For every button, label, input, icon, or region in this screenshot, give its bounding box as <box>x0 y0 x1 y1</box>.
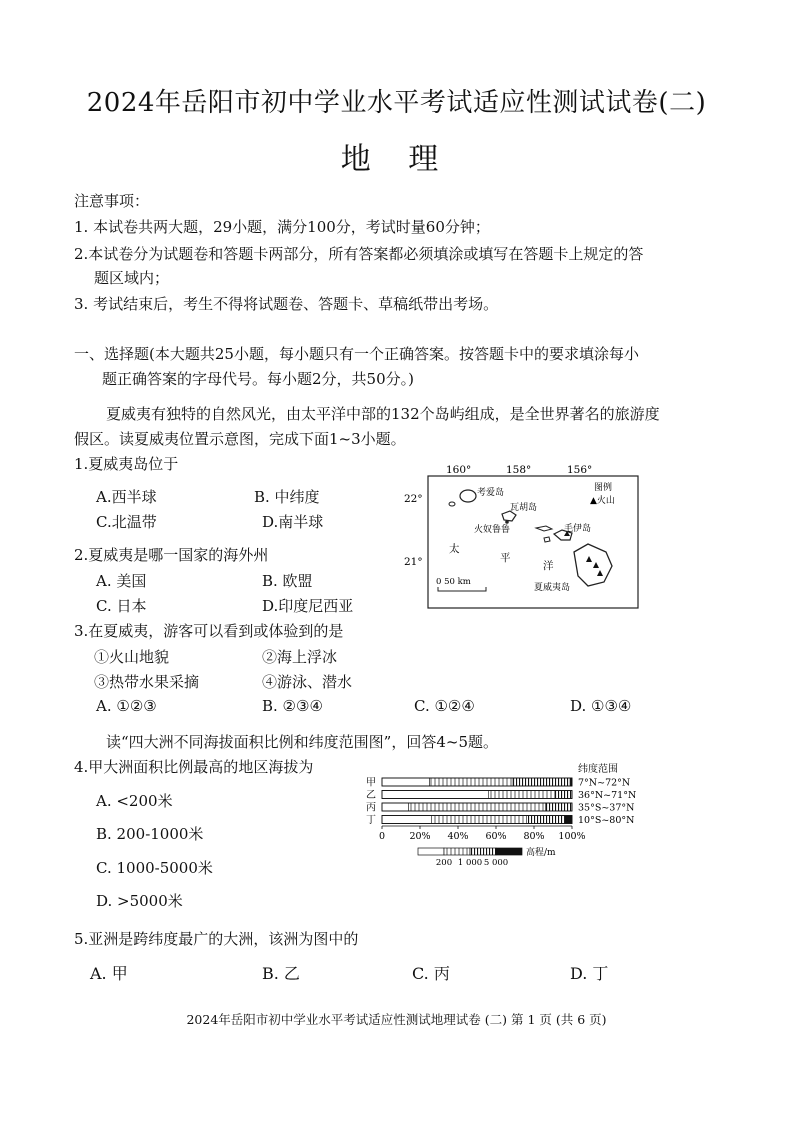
category-label: 乙 <box>366 790 376 801</box>
q3-item-1: ①火山地貌 <box>94 648 170 666</box>
elevation-bar-segment <box>409 803 546 811</box>
volcano-icon-2 <box>593 562 599 568</box>
latitude-21: 21° <box>404 556 423 568</box>
q2-option-d: D.印度尼西亚 <box>262 597 354 615</box>
hawaii-location-map <box>404 462 642 612</box>
q2-option-b: B. 欧盟 <box>262 572 313 590</box>
notice-item-2-cont: 题区域内； <box>94 269 170 287</box>
legend-swatch <box>418 848 444 855</box>
elevation-bar-segment <box>431 816 526 824</box>
elevation-bar-segment <box>564 816 572 824</box>
legend-swatch <box>470 848 496 855</box>
q5-option-c: C. 丙 <box>412 964 450 983</box>
elevation-bar-segment <box>555 791 572 799</box>
notice-heading: 注意事项： <box>74 192 150 210</box>
category-label: 丙 <box>366 802 376 814</box>
label-kauai: 考爱岛 <box>477 488 505 498</box>
label-oahu: 瓦胡岛 <box>510 503 538 513</box>
elevation-bar-segment <box>382 778 430 786</box>
q4-option-a: A. <200米 <box>96 792 173 810</box>
latitude-range-label: 35°S~37°N <box>578 802 635 814</box>
q3-item-4: ④游泳、潜水 <box>262 673 353 691</box>
longitude-160: 160° <box>446 464 472 476</box>
question-5-stem: 5.亚洲是跨纬度最广的大洲，该洲为图中的 <box>74 930 359 948</box>
molokai-island <box>536 526 552 531</box>
x-tick-label: 0 <box>378 831 386 842</box>
scale-bar <box>438 587 486 591</box>
question-3-stem: 3.在夏威夷，游客可以看到或体验到的是 <box>74 622 344 640</box>
question-4-stem: 4.甲大洲面积比例最高的地区海拔为 <box>74 758 314 776</box>
section-heading-cont: 题正确答案的字母代号。每小题2分，共50分。) <box>102 370 414 388</box>
question-2-stem: 2.夏威夷是哪一国家的海外州 <box>74 546 269 564</box>
label-maui: 毛伊岛 <box>564 524 592 534</box>
paper-title: 2024年岳阳市初中学业水平考试适应性测试试卷(二) <box>86 88 707 118</box>
latitude-22: 22° <box>404 493 423 505</box>
subject-title: 地 理 <box>340 142 453 177</box>
notice-item-1: 1. 本试卷共两大题，29小题，满分100分，考试时量60分钟； <box>74 218 490 236</box>
q4-option-d: D. >5000米 <box>96 892 183 910</box>
category-label: 丁 <box>366 815 376 826</box>
q1-option-b: B. 中纬度 <box>254 488 320 506</box>
q3-option-d: D. ①③④ <box>570 697 632 715</box>
q4-option-c: C. 1000-5000米 <box>96 859 213 877</box>
scale-label: 0 50 km <box>436 577 471 587</box>
notice-item-3: 3. 考试结束后，考生不得将试题卷、答题卡、草稿纸带出考场。 <box>74 295 499 313</box>
q2-option-c: C. 日本 <box>96 597 147 615</box>
lanai-island <box>544 537 550 542</box>
legend-volcano: ▲火山 <box>590 496 615 506</box>
q3-option-c: C. ①②④ <box>414 697 475 715</box>
q4-option-b: B. 200-1000米 <box>96 825 204 843</box>
latitude-range-header: 纬度范围 <box>578 764 618 775</box>
label-hawaii-island: 夏威夷岛 <box>534 583 571 593</box>
elevation-bar-segment <box>488 791 555 799</box>
category-label: 甲 <box>366 777 376 789</box>
latitude-range-label: 7°N~72°N <box>578 777 631 789</box>
ocean-char-1: 太 <box>449 543 460 555</box>
x-tick-label: 40% <box>447 831 469 842</box>
q1-option-a: A.西半球 <box>96 488 157 506</box>
elevation-bar-segment <box>382 816 431 824</box>
ocean-char-3: 洋 <box>543 560 554 572</box>
longitude-158: 158° <box>506 464 532 476</box>
legend-swatch <box>444 848 470 855</box>
q5-option-d: D. 丁 <box>570 964 609 983</box>
ocean-char-2: 平 <box>500 552 511 564</box>
legend-tick-label: 5 000 <box>483 858 509 868</box>
elevation-bar-segment <box>526 816 564 824</box>
longitude-156: 156° <box>567 464 593 476</box>
q5-option-b: B. 乙 <box>262 964 300 983</box>
q3-option-a: A. ①②③ <box>96 697 157 715</box>
q3-item-3: ③热带水果采摘 <box>94 673 200 691</box>
page-footer: 2024年岳阳市初中学业水平考试适应性测试地理试卷 (二) 第 1 页 (共 6 页) <box>186 1012 607 1027</box>
latitude-range-label: 36°N~71°N <box>578 790 637 801</box>
q3-item-2: ②海上浮冰 <box>262 648 338 666</box>
q1-option-c: C.北温带 <box>96 513 157 531</box>
x-tick-label: 100% <box>558 831 586 842</box>
honolulu-dot <box>505 520 509 524</box>
legend-unit-label: 高程/m <box>526 848 556 858</box>
label-honolulu: 火奴鲁鲁 <box>474 525 511 535</box>
x-tick-label: 20% <box>409 831 431 842</box>
legend-tick-label: 200 <box>435 858 453 868</box>
intro-4-5: 读“四大洲不同海拔面积比例和纬度范围图”，回答4~5题。 <box>106 733 498 751</box>
section-heading: 一、选择题(本大题共25小题，每小题只有一个正确答案。按答题卡中的要求填涂每小 <box>74 345 639 363</box>
x-tick-label: 60% <box>485 831 507 842</box>
elevation-bar-segment <box>382 791 488 799</box>
elevation-bar-segment <box>513 778 570 786</box>
intro-passage: 夏威夷有独特的自然风光，由太平洋中部的132个岛屿组成，是全世界著名的旅游度 <box>106 405 660 423</box>
elevation-bar-segment <box>545 803 572 811</box>
q3-option-b: B. ②③④ <box>262 697 323 715</box>
kauai-island <box>460 490 476 502</box>
x-tick-label: 80% <box>523 831 545 842</box>
legend-tick-label: 1 000 <box>457 858 483 868</box>
question-1-stem: 1.夏威夷岛位于 <box>74 455 179 473</box>
legend-title: 图例 <box>594 483 613 493</box>
latitude-range-label: 10°S~80°N <box>578 815 635 826</box>
notice-item-2: 2.本试卷分为试题卷和答题卡两部分，所有答案都必须填涂或填写在答题卡上规定的答 <box>74 245 644 263</box>
elevation-bar-segment <box>430 778 514 786</box>
hawaii-big-island <box>574 544 612 586</box>
niihau-island <box>449 502 455 506</box>
volcano-icon-1 <box>586 556 592 562</box>
q1-option-d: D.南半球 <box>262 513 324 531</box>
q5-option-a: A. 甲 <box>90 964 128 983</box>
volcano-icon-3 <box>597 570 603 576</box>
elevation-bar-segment <box>382 803 409 811</box>
continent-elevation-chart <box>366 762 656 872</box>
intro-passage-cont: 假区。读夏威夷位置示意图，完成下面1~3小题。 <box>74 430 406 448</box>
legend-swatch <box>496 848 522 855</box>
q2-option-a: A. 美国 <box>96 572 147 590</box>
